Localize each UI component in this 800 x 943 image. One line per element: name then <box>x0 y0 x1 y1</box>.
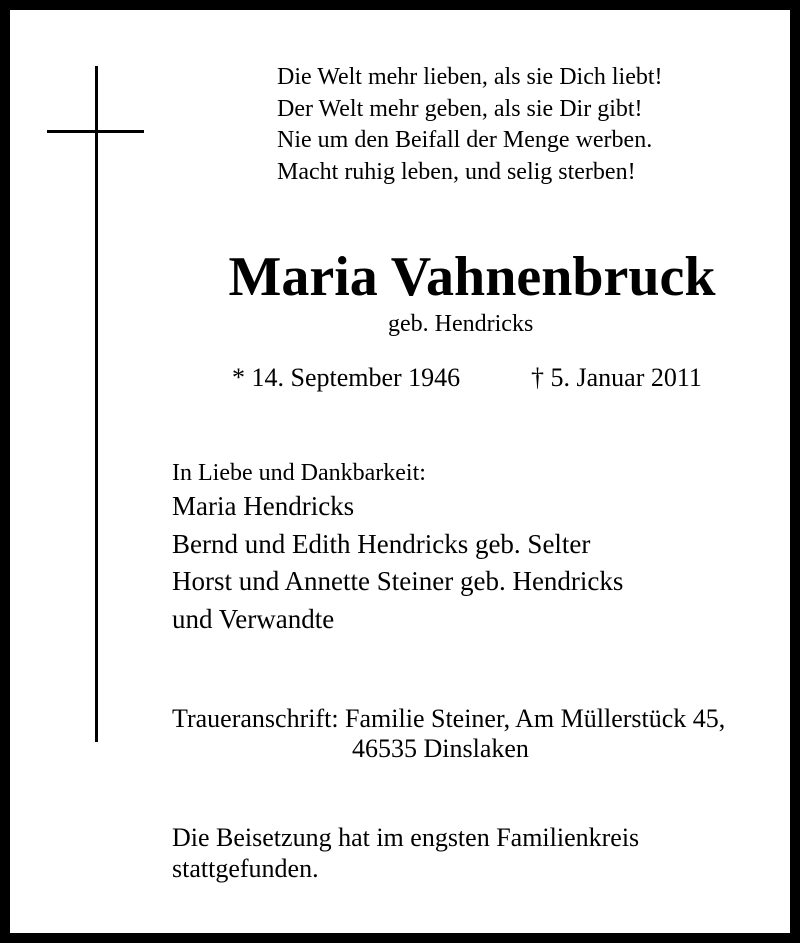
burial-note-line: Die Beisetzung hat im engsten Familienkreis <box>172 823 640 852</box>
burial-note-line: stattgefunden. <box>172 854 319 883</box>
poem-line: Nie um den Beifall der Menge werben. <box>277 127 653 153</box>
cross-icon-bar <box>47 130 144 133</box>
mourner-entry: Horst und Annette Steiner geb. Hendricks <box>172 566 624 596</box>
poem-line: Die Welt mehr lieben, als sie Dich liebt! <box>277 64 663 90</box>
mourners-list <box>172 488 623 638</box>
burial-note <box>172 822 639 884</box>
poem-line: Der Welt mehr geben, als sie Dir gibt! <box>277 95 643 122</box>
mourning-address-city: 46535 Dinslaken <box>352 734 529 763</box>
deceased-name: Maria Vahnenbruck <box>228 246 716 308</box>
poem <box>277 62 663 188</box>
maiden-name: geb. Hendricks <box>388 311 534 337</box>
mourners-intro: In Liebe und Dankbarkeit: <box>172 460 426 486</box>
birth-date: * 14. September 1946 <box>232 363 461 392</box>
poem-line: Macht ruhig leben, und selig sterben! <box>277 158 636 185</box>
mourner-entry: Maria Hendricks <box>172 491 355 521</box>
death-date: † 5. Januar 2011 <box>531 363 702 392</box>
mourner-entry: Bernd und Edith Hendricks geb. Selter <box>172 528 591 559</box>
mourner-entry: und Verwandte <box>172 603 335 634</box>
cross-icon <box>95 66 98 742</box>
mourning-address: Traueranschrift: Familie Steiner, Am Müllerstück 45, <box>172 704 726 733</box>
